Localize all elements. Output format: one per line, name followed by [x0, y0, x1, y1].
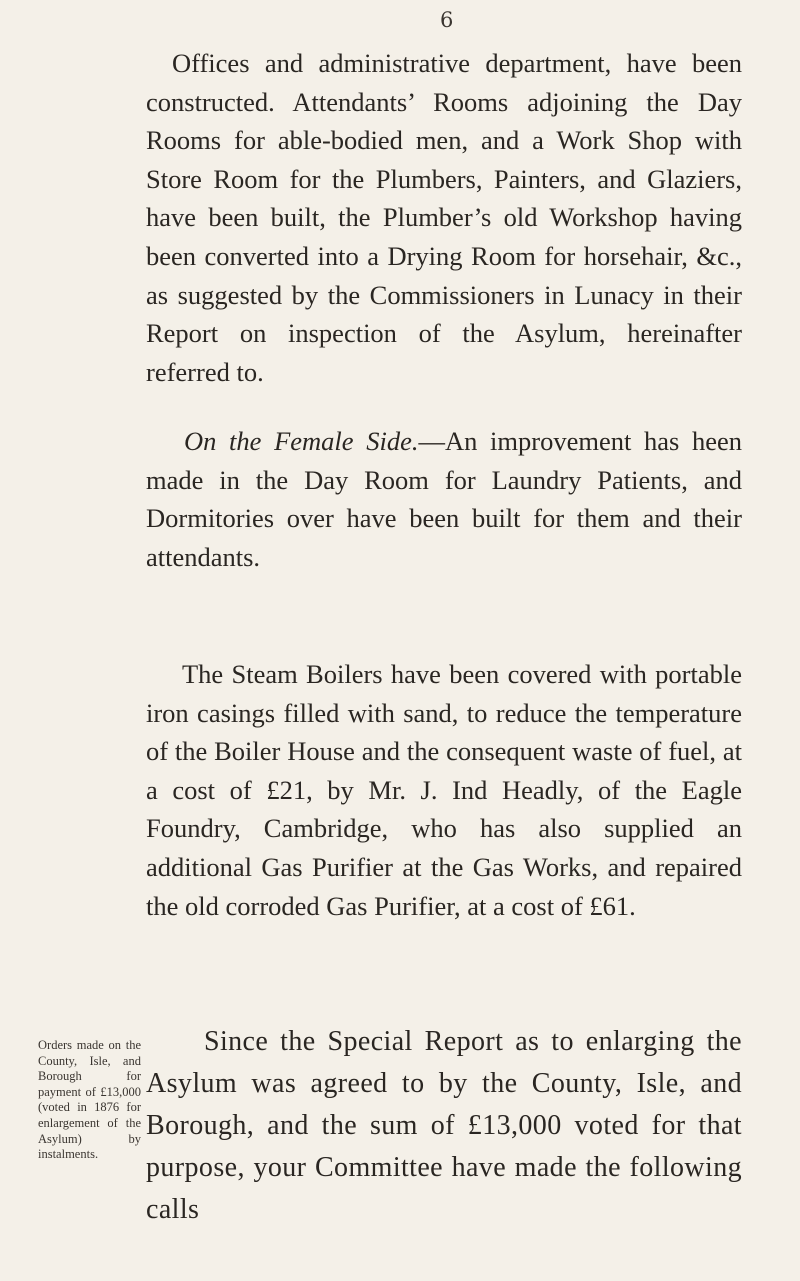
- margin-note: Orders made on the County, Isle, and Borough for payment of £13,000 (voted in 1876 for enlargement of the Asylum) by instalments.: [38, 1038, 141, 1162]
- page-number: 6: [440, 8, 454, 32]
- paragraph-female-side: [146, 422, 742, 576]
- female-side-text: —An improvement has heen made in the Day Room for Laundry Patients, and Dormitories over have been built for them and their attendants.: [146, 426, 742, 572]
- paragraph-offices: Offices and administrative department, have been constructed. Attendants’ Rooms adjoining the Day Rooms for able-bodied men, and a Work Shop with Store Room for the Plumbers, Painters, and Glaziers, have been built, the Plumber’s old Workshop having been converted into a Drying Room for horsehair, &c., as suggested by the Commissioners in Lunacy in their Report on inspection of the Asylum, hereinafter referred to.: [146, 48, 742, 387]
- paragraph-steam-boilers: The Steam Boilers have been covered with portable iron casings filled with sand, to reduce the temperature of the Boiler House and the consequent waste of fuel, at a cost of £21, by Mr. J. Ind Headly, of the Eagle Foundry, Cambridge, who has also supplied an additional Gas Purifier at the Gas Works, and repaired the old corroded Gas Purifier, at a cost of £61.: [146, 659, 742, 921]
- paragraph-special-report: Since the Special Report as to enlarging the Asylum was agreed to by the County, Isle, and Borough, and the sum of £13,000 voted for that purpose, your Committee have made the following calls: [146, 1026, 742, 1225]
- female-side-heading: On the Female Side.: [184, 426, 419, 456]
